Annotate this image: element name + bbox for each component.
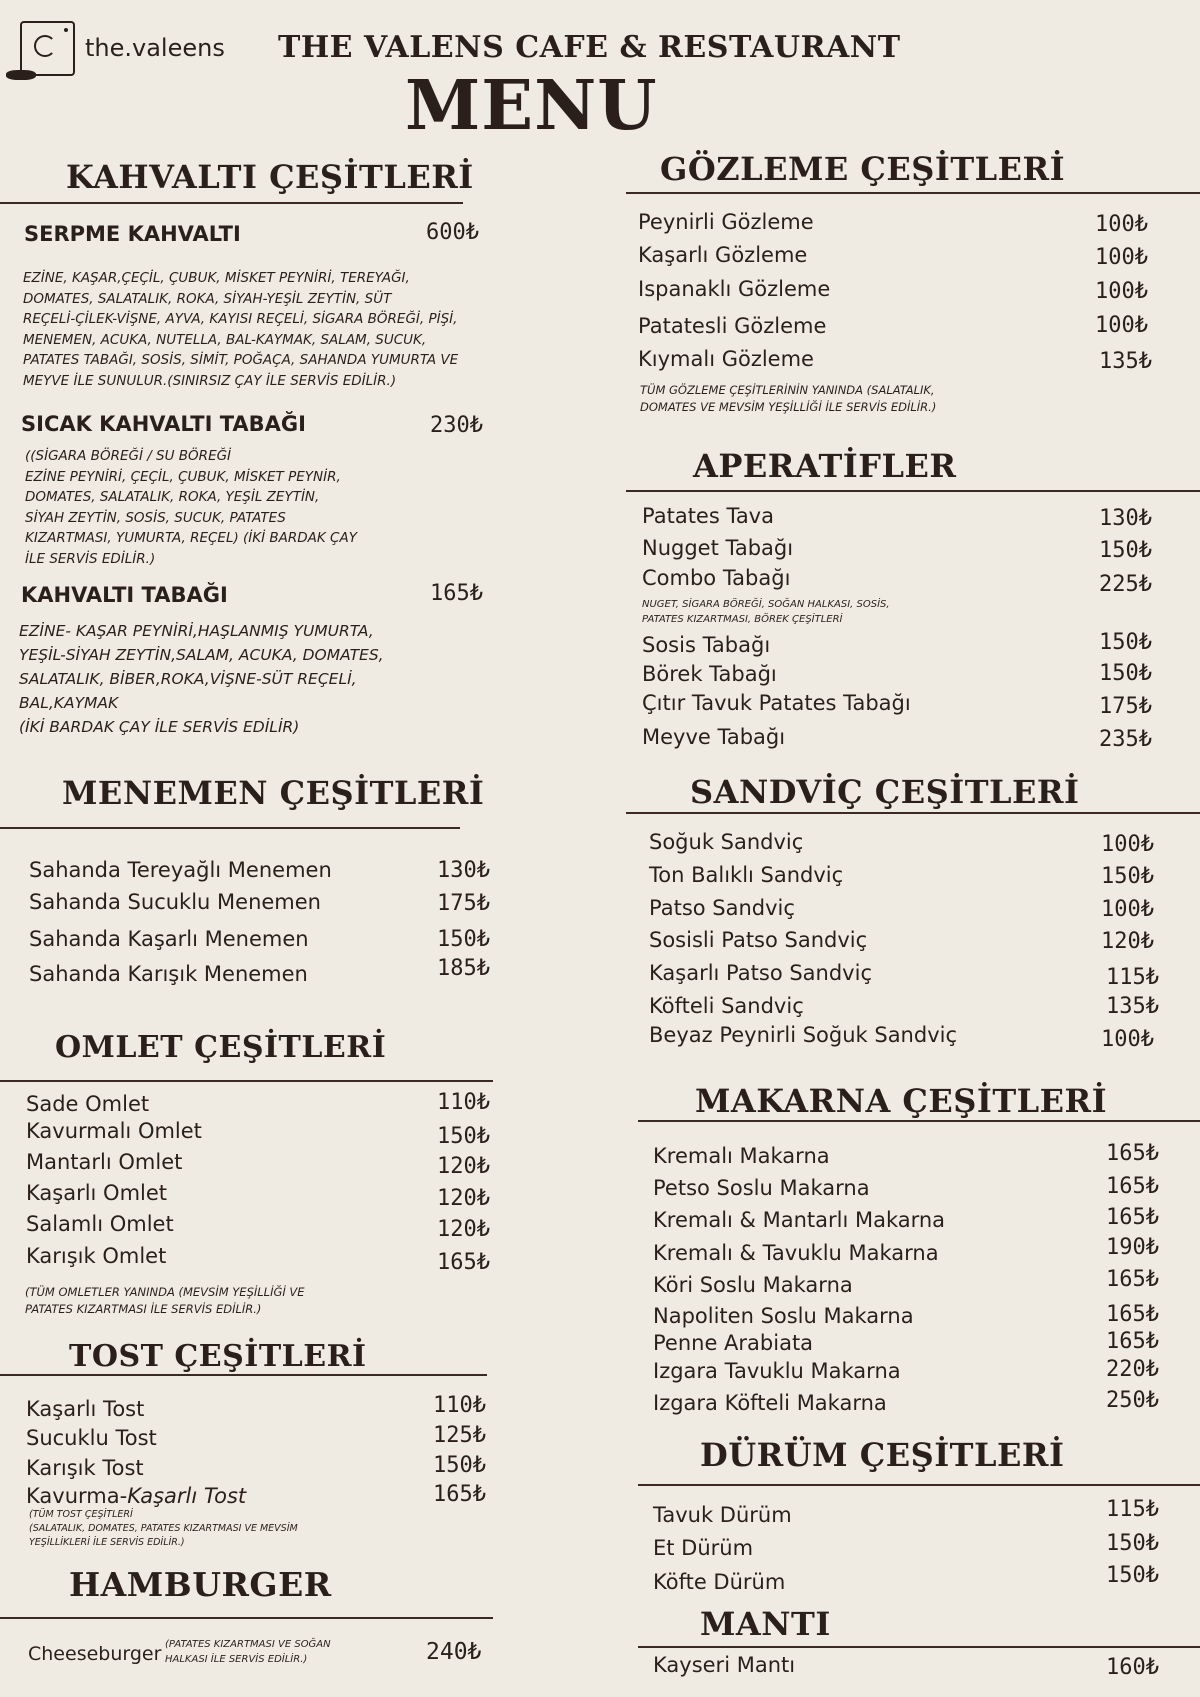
- menu-item-name: Mantarlı Omlet: [26, 1150, 183, 1174]
- menu-title: MENU: [405, 66, 658, 146]
- section-divider: [0, 1080, 493, 1082]
- menu-item-name-part: Kaşarlı Tost: [127, 1484, 247, 1508]
- menu-item-description: ((SİGARA BÖREĞİ / SU BÖREĞİ EZİNE PEYNİRİ, ÇEÇİL, ÇUBUK, MİSKET PEYNİR, DOMATES, SALATALIK, ROKA, YEŞİL ZEYTİN, SİYAH ZEYTİN, SOSİS, SUCUK, PATATES KIZARTMASI, YUMURTA, REÇEL) (İKİ BARDAK ÇAY İLE SERVİS EDİLİR.): [25, 448, 357, 567]
- menu-item-price: 165₺: [1106, 1329, 1159, 1354]
- menu-item-price: 160₺: [1106, 1655, 1159, 1680]
- menu-item-price: 150₺: [1101, 864, 1154, 889]
- menu-item-price: 110₺: [437, 1090, 490, 1115]
- menu-item-price: 120₺: [1101, 929, 1154, 954]
- menu-item-name: SERPME KAHVALTI: [24, 222, 241, 246]
- menu-item-price: 115₺: [1106, 965, 1159, 990]
- menu-item-name: Patatesli Gözleme: [638, 314, 827, 338]
- section-divider: [626, 192, 1200, 194]
- menu-item-name: Börek Tabağı: [642, 662, 777, 686]
- menu-item-price: 600₺: [426, 220, 479, 245]
- section-divider: [626, 812, 1200, 814]
- menu-item-name: Izgara Tavuklu Makarna: [653, 1359, 901, 1383]
- menu-item-price: 100₺: [1095, 212, 1148, 237]
- menu-item-name: Kaşarlı Tost: [26, 1397, 145, 1421]
- menu-item-name: Meyve Tabağı: [642, 725, 786, 749]
- menu-item-price: 175₺: [437, 891, 490, 916]
- section-title-manti: MANTI: [700, 1605, 831, 1643]
- menu-item-price: 130₺: [1099, 506, 1152, 531]
- menu-item-name: Ispanaklı Gözleme: [638, 277, 831, 301]
- menu-item-name: Et Dürüm: [653, 1536, 754, 1560]
- menu-item-name: Kremalı & Tavuklu Makarna: [653, 1241, 939, 1265]
- menu-item-price: 150₺: [1099, 630, 1152, 655]
- instagram-icon: [20, 21, 75, 76]
- menu-item-name: Kaşarlı Omlet: [26, 1181, 168, 1205]
- section-divider: [626, 490, 1200, 492]
- menu-item-name: SICAK KAHVALTI TABAĞI: [21, 412, 306, 436]
- menu-item-price: 150₺: [437, 927, 490, 952]
- menu-item-name: Köri Soslu Makarna: [653, 1273, 853, 1297]
- menu-item-price: 165₺: [1106, 1205, 1159, 1230]
- menu-item-name: Köfte Dürüm: [653, 1570, 786, 1594]
- section-title-hamburger: HAMBURGER: [69, 1565, 332, 1604]
- section-title-sandvic: SANDVİÇ ÇEŞİTLERİ: [690, 773, 1080, 811]
- menu-item-description: NUGET, SİGARA BÖREĞİ, SOĞAN HALKASI, SOSİS, PATATES KIZARTMASI, BÖREK ÇEŞİTLERİ: [642, 599, 890, 625]
- menu-item-price: 165₺: [437, 1250, 490, 1275]
- instagram-handle: the.valeens: [85, 34, 225, 62]
- menu-item-name: Çıtır Tavuk Patates Tabağı: [642, 691, 911, 715]
- menu-item-name: Peynirli Gözleme: [638, 210, 814, 234]
- menu-item-name: Sahanda Karışık Menemen: [29, 962, 308, 986]
- menu-item-price: 230₺: [430, 413, 483, 438]
- section-divider: [0, 827, 460, 829]
- menu-item-price: 100₺: [1095, 245, 1148, 270]
- menu-item-name: Penne Arabiata: [653, 1331, 814, 1355]
- menu-item-price: 125₺: [433, 1423, 486, 1448]
- menu-item-price: 120₺: [437, 1154, 490, 1179]
- menu-item-name: Sahanda Sucuklu Menemen: [29, 890, 321, 914]
- menu-item-name: Sahanda Tereyağlı Menemen: [29, 858, 332, 882]
- menu-item-name: Sosis Tabağı: [642, 633, 771, 657]
- menu-item-price: 165₺: [1106, 1141, 1159, 1166]
- menu-item-price: 150₺: [1099, 661, 1152, 686]
- menu-item-price: 135₺: [1099, 349, 1152, 374]
- menu-item-price: 135₺: [1106, 994, 1159, 1019]
- menu-item-name: Kaşarlı Patso Sandviç: [649, 961, 872, 985]
- menu-item-name: Izgara Köfteli Makarna: [653, 1391, 887, 1415]
- menu-item-price: 165₺: [1106, 1174, 1159, 1199]
- menu-item-price: 150₺: [433, 1453, 486, 1478]
- menu-item-name: Petso Soslu Makarna: [653, 1176, 870, 1200]
- menu-item-name: Karışık Omlet: [26, 1244, 167, 1268]
- menu-item-description: EZİNE, KAŞAR,ÇEÇİL, ÇUBUK, MİSKET PEYNİRİ, TEREYAĞI, DOMATES, SALATALIK, ROKA, SİYAH-YEŞİL ZEYTİN, SÜT REÇELİ-ÇİLEK-VİŞNE, AYVA, KAYISI REÇELİ, SİGARA BÖREĞİ, PİŞİ, MENEMEN, ACUKA, NUTELLA, BAL-KAYMAK, SALAM, SUCUK, PATATES TABAĞI, SOSİS, SİMİT, POĞAÇA, SAHANDA YUMURTA VE MEYVE İLE SUNULUR.(SINIRSIZ ÇAY İLE SERVİS EDİLİR.): [23, 270, 459, 389]
- menu-item-price: 100₺: [1095, 313, 1148, 338]
- menu-item-name: Combo Tabağı: [642, 566, 791, 590]
- menu-item-price: 150₺: [1106, 1531, 1159, 1556]
- restaurant-name: THE VALENS CAFE & RESTAURANT: [278, 30, 901, 65]
- menu-item-name: Kayseri Mantı: [653, 1653, 796, 1677]
- menu-item-price: 120₺: [437, 1186, 490, 1211]
- section-title-tost: TOST ÇEŞİTLERİ: [69, 1339, 367, 1374]
- menu-item-price: 150₺: [437, 1124, 490, 1149]
- menu-item-price: 185₺: [437, 956, 490, 981]
- menu-item-price: 165₺: [430, 581, 483, 606]
- menu-item-price: 115₺: [1106, 1497, 1159, 1522]
- menu-item-name: Nugget Tabağı: [642, 536, 794, 560]
- section-title-makarna: MAKARNA ÇEŞİTLERİ: [695, 1082, 1108, 1120]
- section-title-kahvalti: KAHVALTI ÇEŞİTLERİ: [66, 158, 474, 196]
- menu-item-name: Sosisli Patso Sandviç: [649, 928, 868, 952]
- menu-item-name: Sahanda Kaşarlı Menemen: [29, 927, 309, 951]
- menu-item-name: Kremalı Makarna: [653, 1144, 830, 1168]
- menu-item-price: 110₺: [433, 1393, 486, 1418]
- menu-item-name: Kavurmalı Omlet: [26, 1119, 202, 1143]
- section-title-aperatifler: APERATİFLER: [693, 447, 957, 485]
- menu-item-name: Sucuklu Tost: [26, 1426, 157, 1450]
- menu-item-name: Patates Tava: [642, 504, 774, 528]
- menu-item-name: [26, 1484, 246, 1508]
- menu-item-price: 220₺: [1106, 1357, 1159, 1382]
- menu-item-price: 250₺: [1106, 1388, 1159, 1413]
- menu-item-price: 150₺: [1099, 538, 1152, 563]
- section-divider: [638, 1646, 1200, 1648]
- menu-item-price: 100₺: [1101, 1027, 1154, 1052]
- menu-item-price: 165₺: [433, 1482, 486, 1507]
- menu-item-price: 150₺: [1106, 1563, 1159, 1588]
- menu-item-name: Tavuk Dürüm: [653, 1503, 792, 1527]
- menu-item-price: 165₺: [1106, 1302, 1159, 1327]
- section-divider: [0, 202, 463, 204]
- section-title-gozleme: GÖZLEME ÇEŞİTLERİ: [660, 150, 1066, 188]
- menu-item-name: Ton Balıklı Sandviç: [649, 863, 844, 887]
- menu-item-price: 100₺: [1101, 897, 1154, 922]
- menu-item-price: 120₺: [437, 1217, 490, 1242]
- menu-item-price: 100₺: [1095, 279, 1148, 304]
- menu-item-name: Kaşarlı Gözleme: [638, 243, 808, 267]
- section-title-menemen: MENEMEN ÇEŞİTLERİ: [62, 774, 485, 812]
- menu-item-price: 165₺: [1106, 1267, 1159, 1292]
- menu-item-description: (PATATES KIZARTMASI VE SOĞAN HALKASI İLE SERVİS EDİLİR.): [165, 1639, 331, 1665]
- menu-item-price: 240₺: [426, 1639, 482, 1665]
- menu-item-name: Cheeseburger: [28, 1643, 162, 1665]
- menu-item-name: Soğuk Sandviç: [649, 830, 804, 854]
- menu-item-name: Sade Omlet: [26, 1092, 150, 1116]
- section-divider: [0, 1374, 487, 1376]
- section-divider: [0, 1617, 493, 1619]
- menu-item-description: EZİNE- KAŞAR PEYNİRİ,HAŞLANMIŞ YUMURTA, YEŞİL-SİYAH ZEYTİN,SALAM, ACUKA, DOMATES, SALATALIK, BİBER,ROKA,VİŞNE-SÜT REÇELİ, BAL,KAYMAK (İKİ BARDAK ÇAY İLE SERVİS EDİLİR): [19, 622, 384, 736]
- menu-item-name: Kıymalı Gözleme: [638, 347, 814, 371]
- section-note: (TÜM TOST ÇEŞİTLERİ (SALATALIK, DOMATES, PATATES KIZARTMASI VE MEVSİM YEŞİLLİKLERİ İLE SERVİS EDİLİR.): [29, 1509, 298, 1548]
- menu-item-price: 100₺: [1101, 832, 1154, 857]
- menu-item-price: 190₺: [1106, 1235, 1159, 1260]
- section-note: (TÜM OMLETLER YANINDA (MEVSİM YEŞİLLİĞİ VE PATATES KIZARTMASI İLE SERVİS EDİLİR.): [25, 1285, 305, 1316]
- menu-item-price: 235₺: [1099, 727, 1152, 752]
- menu-item-price: 225₺: [1099, 572, 1152, 597]
- section-title-durum: DÜRÜM ÇEŞİTLERİ: [700, 1436, 1065, 1474]
- menu-item-price: 175₺: [1099, 694, 1152, 719]
- section-note: TÜM GÖZLEME ÇEŞİTLERİNİN YANINDA (SALATALIK, DOMATES VE MEVSİM YEŞİLLİĞİ İLE SERVİS EDİLİR.): [640, 383, 937, 414]
- menu-item-name: Salamlı Omlet: [26, 1212, 174, 1236]
- section-divider: [638, 1484, 1200, 1486]
- menu-item-name: Kremalı & Mantarlı Makarna: [653, 1208, 946, 1232]
- menu-item-price: 130₺: [437, 858, 490, 883]
- menu-item-name-part: Kavurma-: [26, 1484, 128, 1508]
- menu-item-name: Beyaz Peynirli Soğuk Sandviç: [649, 1023, 958, 1047]
- menu-item-name: Patso Sandviç: [649, 896, 795, 920]
- section-title-omlet: OMLET ÇEŞİTLERİ: [55, 1030, 387, 1065]
- section-divider: [638, 1120, 1200, 1122]
- menu-item-name: Karışık Tost: [26, 1456, 144, 1480]
- menu-item-name: KAHVALTI TABAĞI: [21, 583, 228, 607]
- menu-item-name: Köfteli Sandviç: [649, 994, 804, 1018]
- menu-item-name: Napoliten Soslu Makarna: [653, 1304, 914, 1328]
